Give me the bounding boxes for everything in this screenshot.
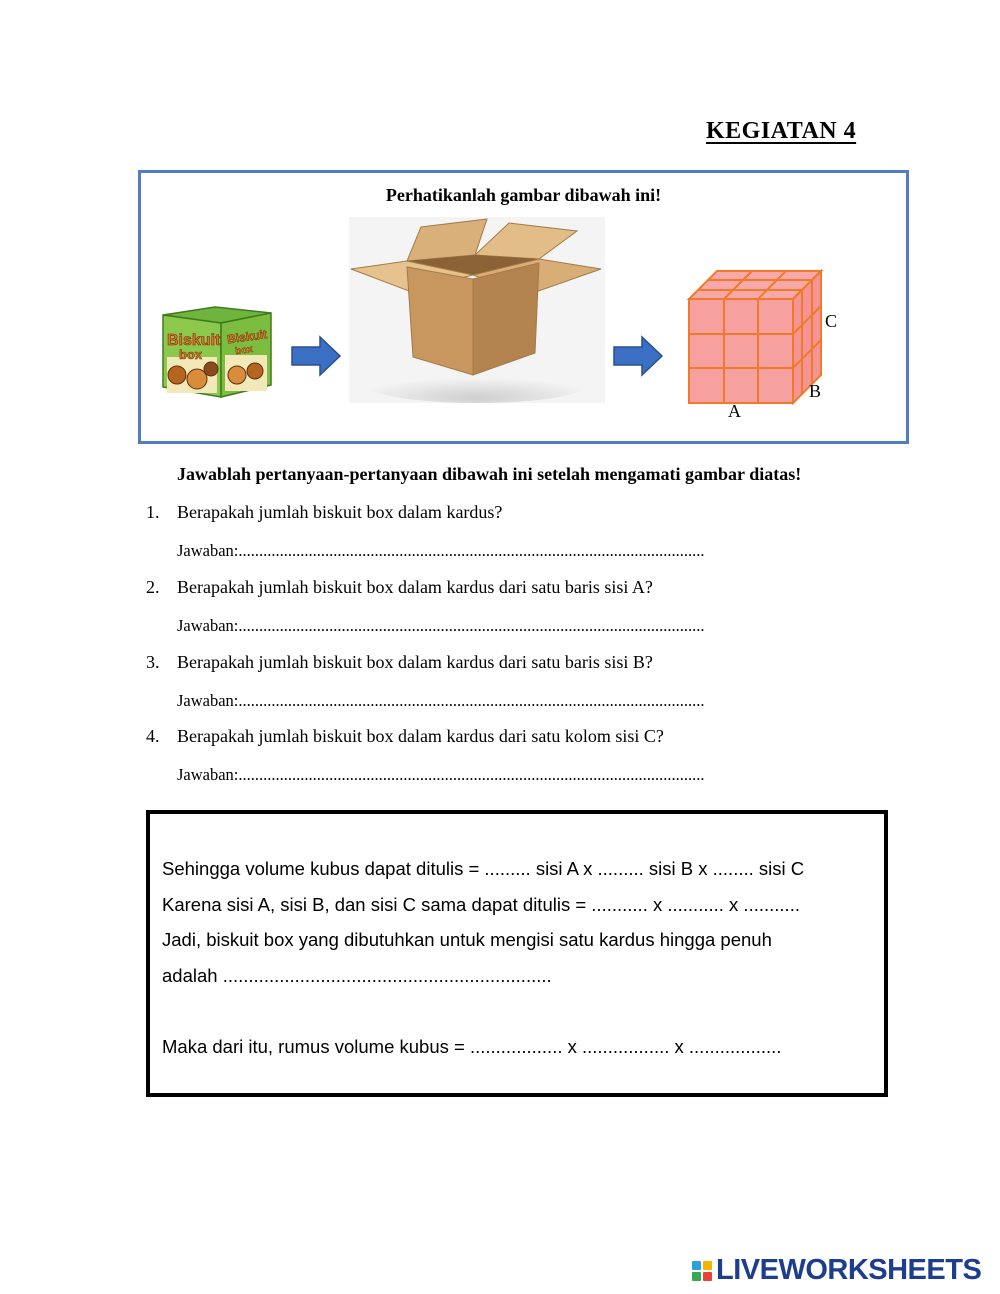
logo-blocks-icon [692, 1261, 712, 1281]
question-2: 2. Berapakah jumlah biskuit box dalam kardus dari satu baris sisi A? [146, 577, 653, 597]
summary-line-1[interactable]: Sehingga volume kubus dapat ditulis = ......... sisi A x ......... sisi B x ........ sisi C [162, 858, 805, 879]
answer-field-1[interactable]: Jawaban:................................................................................................................. [177, 541, 705, 560]
svg-text:box: box [234, 343, 254, 358]
cube-label-a: A [728, 401, 741, 421]
cube-label-b: B [809, 381, 822, 401]
summary-line-2[interactable]: Karena sisi A, sisi B, dan sisi C sama dapat ditulis = ........... x ........... x ........... [162, 894, 800, 915]
question-text: Berapakah jumlah biskuit box dalam kardus dari satu kolom sisi C? [177, 726, 664, 746]
svg-text:box: box [179, 347, 203, 362]
instruction-text: Jawablah pertanyaan-pertanyaan dibawah ini setelah mengamati gambar diatas! [177, 464, 802, 484]
summary-line-3: Jadi, biskuit box yang dibutuhkan untuk mengisi satu kardus hingga penuh [162, 929, 772, 950]
question-text: Berapakah jumlah biskuit box dalam kardus dari satu baris sisi B? [177, 652, 653, 672]
summary-box [146, 810, 888, 1097]
summary-line-5[interactable]: Maka dari itu, rumus volume kubus = .................. x ................. x .................. [162, 1036, 782, 1057]
question-3: 3. Berapakah jumlah biskuit box dalam kardus dari satu baris sisi B? [146, 652, 653, 672]
question-text: Berapakah jumlah biskuit box dalam kardus dari satu baris sisi A? [177, 577, 653, 597]
footer-brand: LIVEWORKSHEETS [716, 1254, 982, 1286]
figure-caption: Perhatikanlah gambar dibawah ini! [385, 185, 662, 205]
answer-field-4[interactable]: Jawaban:................................................................................................................. [177, 765, 705, 784]
cube-label-c: C [825, 311, 838, 331]
unit-cube-diagram [687, 269, 827, 405]
liveworksheets-logo [692, 1254, 981, 1287]
answer-field-2[interactable]: Jawaban:................................................................................................................. [177, 616, 705, 635]
arrow-right-icon [612, 335, 664, 377]
figure-frame [138, 170, 909, 444]
question-4: 4. Berapakah jumlah biskuit box dalam kardus dari satu kolom sisi C? [146, 726, 664, 746]
page-title: KEGIATAN 4 [706, 118, 857, 144]
question-1: 1. Berapakah jumlah biskuit box dalam kardus? [146, 502, 503, 522]
biscuit-box-logo-text: Biskuit [167, 332, 221, 349]
cardboard-box-image [349, 217, 605, 403]
arrow-right-icon [290, 335, 342, 377]
answer-field-3[interactable]: Jawaban:................................................................................................................. [177, 691, 705, 710]
question-text: Berapakah jumlah biskuit box dalam kardus? [177, 502, 503, 522]
summary-line-4[interactable]: adalah ................................................................ [162, 965, 552, 986]
svg-text:Biskuit: Biskuit [226, 327, 268, 347]
biscuit-box-image [155, 293, 277, 403]
